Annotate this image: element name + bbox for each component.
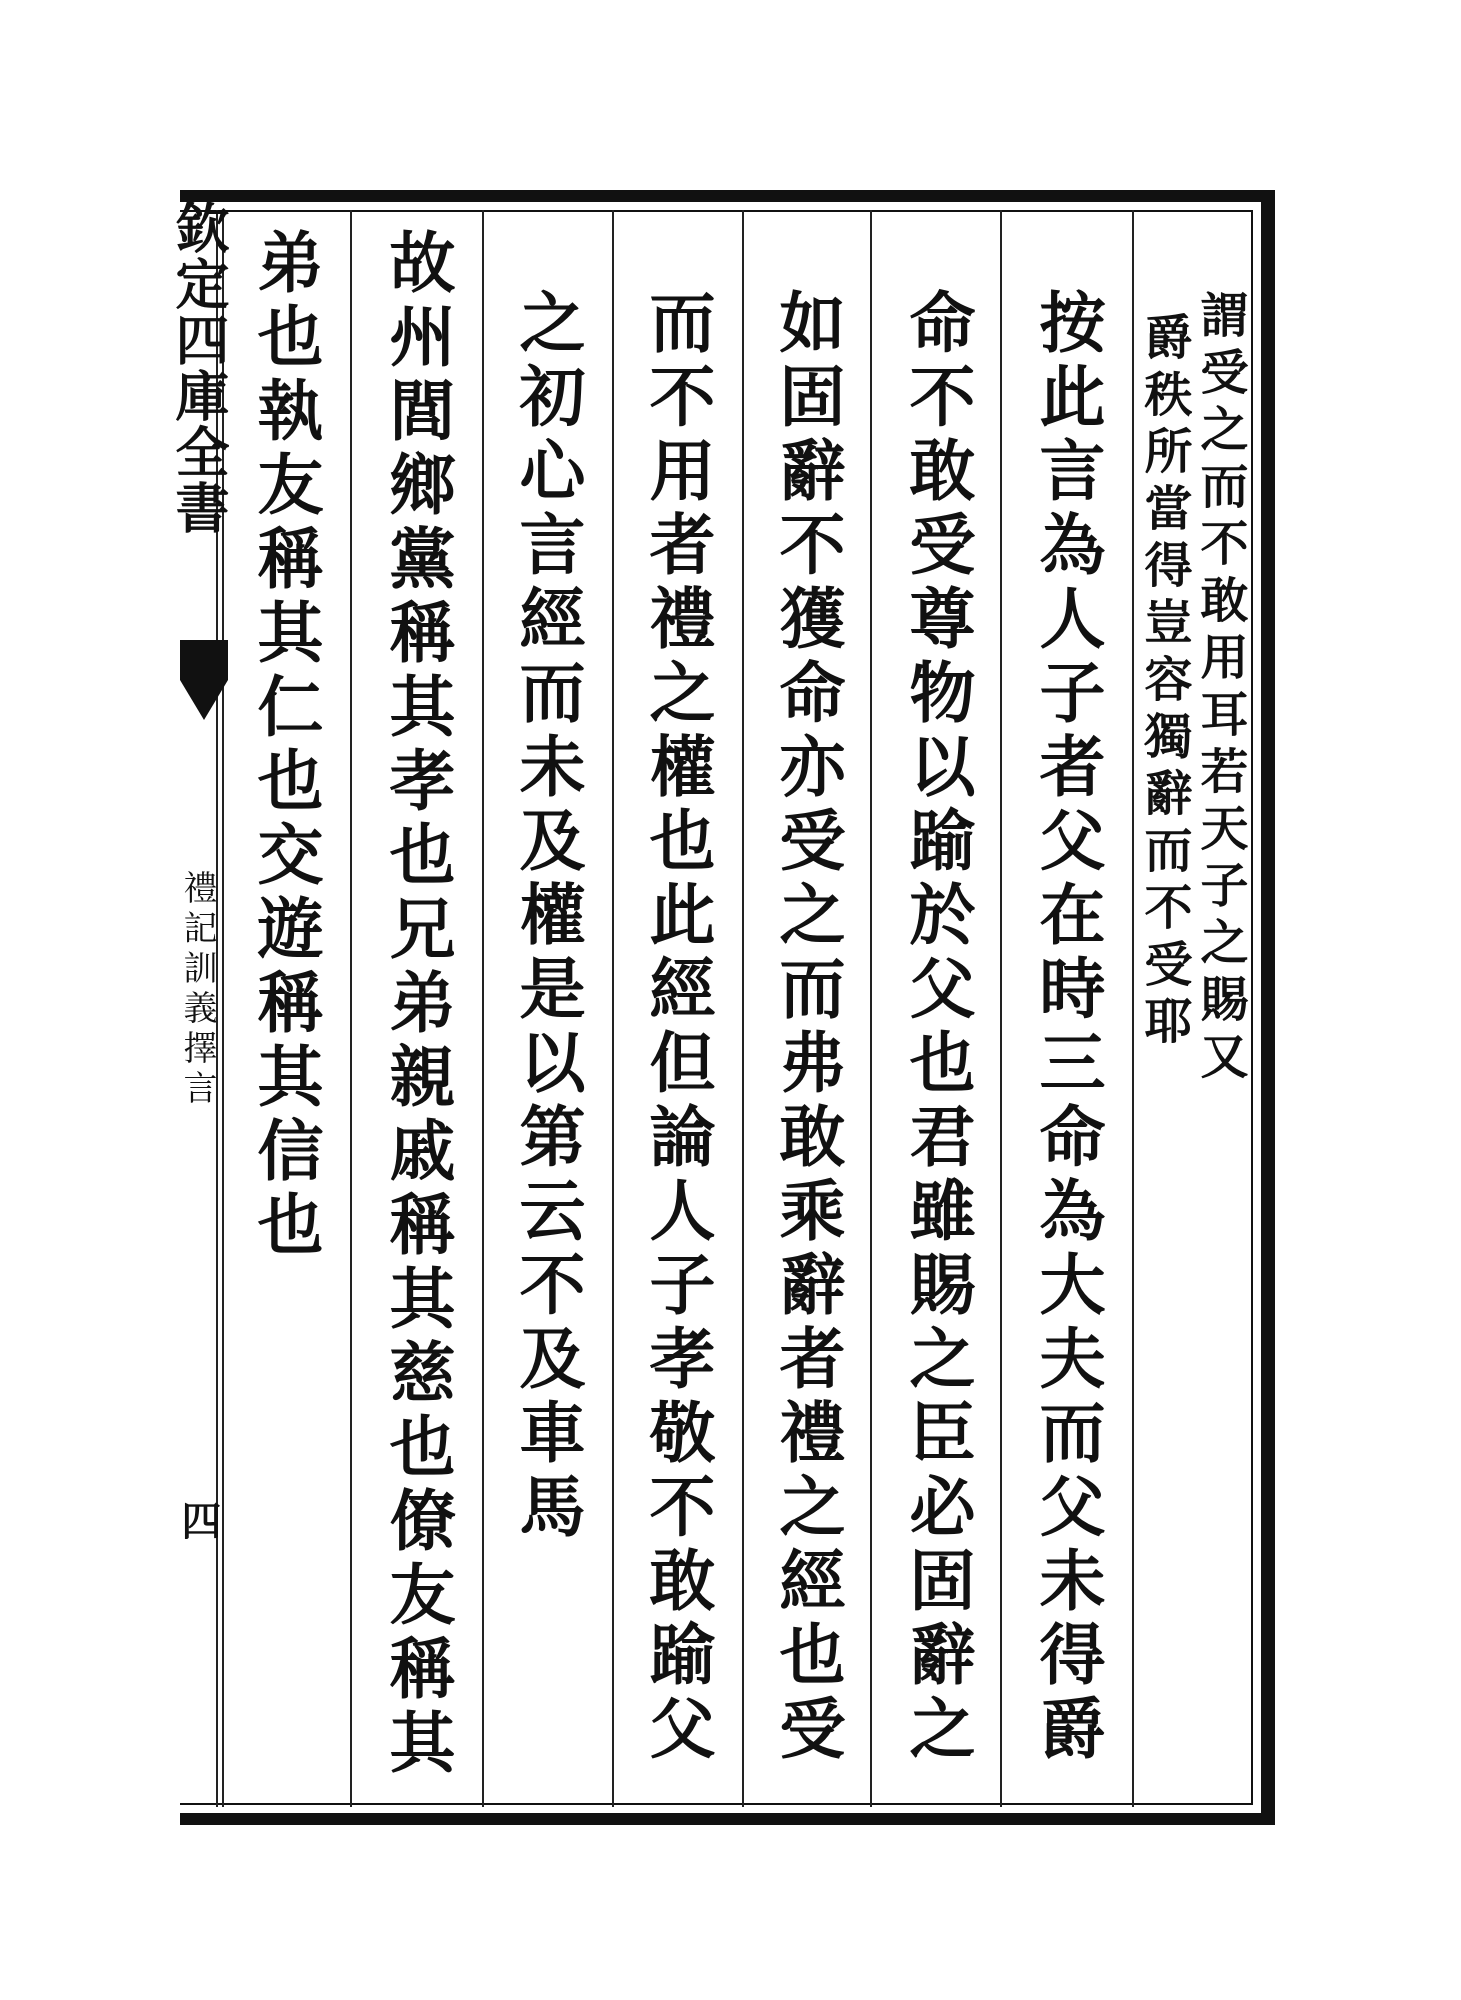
column-rule <box>612 210 614 1807</box>
commentary-column-1: 謂受之而不敢用耳若天子之賜又 <box>1192 290 1248 1088</box>
page-frame <box>175 190 1275 1825</box>
text-column-4: 命不敢受尊物以踰於父也君雖賜之臣必固辭之 <box>898 288 976 1768</box>
text-column-3: 按此言為人子者父在時三命為大夫而父未得爵 <box>1028 288 1106 1768</box>
text-column-6: 而不用者禮之權也此經但論人子孝敬不敢踰父 <box>638 288 716 1768</box>
text-column-8: 故州閭鄉黨稱其孝也兄弟親戚稱其慈也僚友稱其 <box>378 228 456 1782</box>
column-rule <box>350 210 352 1807</box>
column-rule <box>742 210 744 1807</box>
fishtail-mark-icon <box>180 640 228 730</box>
text-column-5: 如固辭不獲命亦受之而弗敢乘辭者禮之經也受 <box>768 288 846 1768</box>
column-rule <box>1132 210 1134 1807</box>
column-rule <box>1000 210 1002 1807</box>
section-title: 禮記訓義擇言 <box>177 870 217 1110</box>
commentary-column-2: 爵秩所當得豈容獨辭而不受耶 <box>1136 312 1192 1053</box>
text-column-9: 弟也執友稱其仁也交遊稱其信也 <box>246 228 324 1264</box>
column-rule <box>870 210 872 1807</box>
column-rule <box>482 210 484 1807</box>
page-number: 四 <box>175 1500 222 1540</box>
text-column-7: 之初心言經而未及權是以第云不及車馬 <box>508 288 586 1546</box>
book-title: 欽定四庫全書 <box>167 200 231 536</box>
